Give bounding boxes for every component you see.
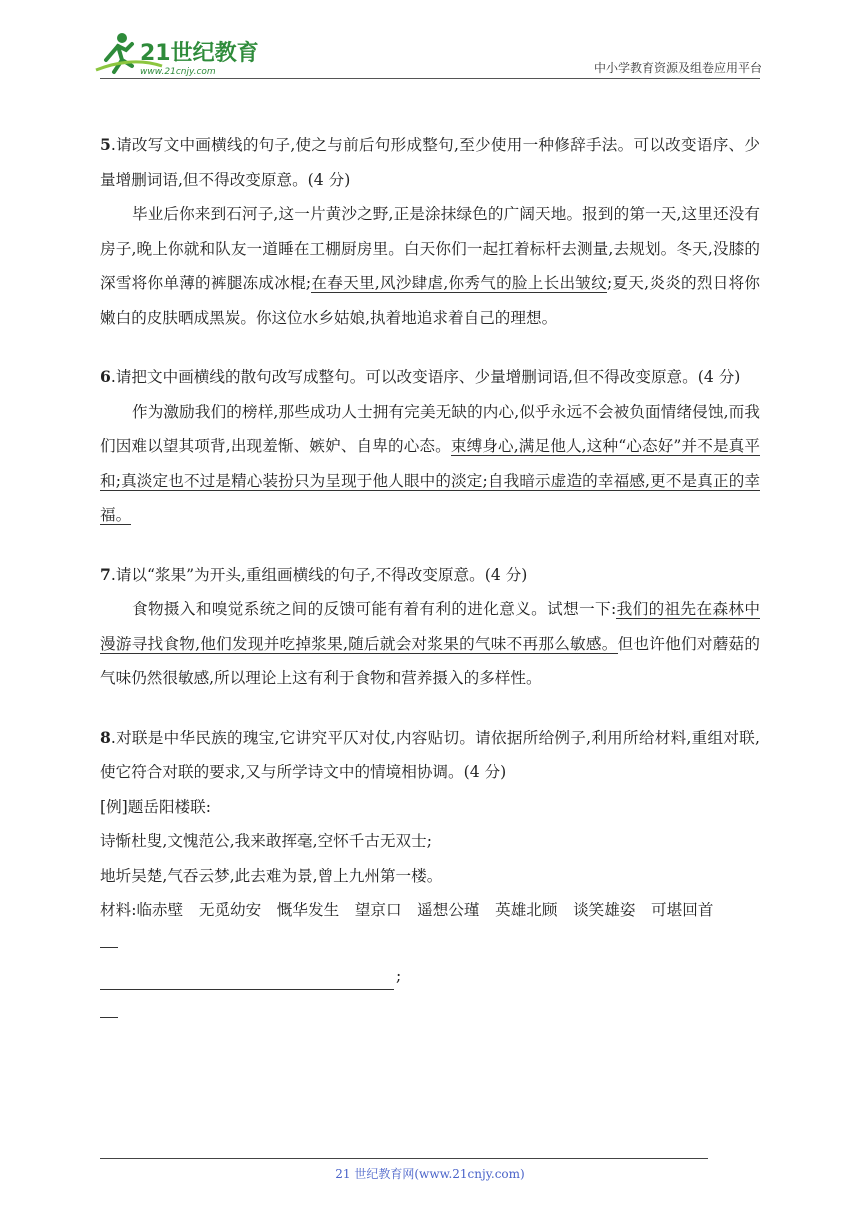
brand-logo	[92, 30, 262, 78]
underlined-sentence: 束缚身心,满足他人,这种“心态好”并不是真平和;真淡定也不过是精心装扮只为呈现于他人眼中的淡定;自我暗示虚造的幸福感,更不是真正的幸福。	[100, 437, 760, 524]
underlined-sentence: 在春天里,风沙肆虐,你秀气的脸上长出皱纹	[311, 274, 607, 292]
question-7-prompt: 7.请以“浆果”为开头,重组画横线的句子,不得改变原意。(4 分)	[100, 564, 528, 584]
answer-blank-3[interactable]	[100, 998, 760, 1033]
example-title: [例]题岳阳楼联:	[100, 797, 211, 816]
materials-list: 材料:临赤壁 无觅幼安 慨华发生 望京口 遥想公瑾 英雄北顾 谈笑雄姿 可堪回首	[100, 901, 714, 919]
answer-blank-2[interactable]	[100, 963, 760, 998]
couplet-line-2: 地圻吴楚,气吞云梦,此去难为景,曾上九州第一楼。	[100, 866, 443, 885]
header-divider	[100, 78, 760, 79]
svg-text:21世纪教育: 21世纪教育	[140, 41, 259, 66]
underlined-sentence: 我们的祖先在森林中漫游寻找食物,他们发现并吃掉浆果,随后就会对浆果的气味不再那么敏感。	[100, 600, 760, 653]
question-number: 6	[100, 367, 111, 386]
question-content	[100, 128, 760, 1033]
question-8-prompt: 8.对联是中华民族的瑰宝,它讲究平仄对仗,内容贴切。请依据所给例子,利用所给材料,重组对联,使它符合对联的要求,又与所学诗文中的情境相协调。(4 分)	[100, 727, 760, 781]
question-6-prompt: 6.请把文中画横线的散句改写成整句。可以改变语序、少量增删词语,但不得改变原意。(4 分)	[100, 367, 741, 386]
page-header	[0, 0, 860, 90]
question-number: 8	[100, 727, 111, 747]
question-6-passage: 作为激励我们的榜样,那些成功人士拥有完美无缺的内心,似乎永远不会被负面情绪侵蚀,而我们因难以望其项背,出现羞惭、嫉妒、自卑的心态。束缚身心,满足他人,这种“心态好”并不是真平和;真淡定也不过是精心装扮只为呈现于他人眼中的淡定;自我暗示虚造的幸福感,更不是真正的幸福。	[100, 402, 760, 524]
question-5-prompt: 5.请改写文中画横线的句子,使之与前后句形成整句,至少使用一种修辞手法。可以改变语序、少量增删词语,但不得改变原意。(4 分)	[100, 135, 760, 189]
question-number: 5	[100, 135, 111, 154]
svg-text:www.21cnjy.com: www.21cnjy.com	[140, 67, 216, 77]
couplet-line-1: 诗惭杜叟,文愧范公,我来敢挥毫,空怀千古无双士;	[100, 832, 432, 850]
question-7-passage: 食物摄入和嗅觉系统之间的反馈可能有着有利的进化意义。试想一下:我们的祖先在森林中漫游寻找食物,他们发现并吃掉浆果,随后就会对浆果的气味不再那么敏感。但也许他们对蘑菇的气味仍然很敏感,所以理论上这有利于食物和营养摄入的多样性。	[100, 600, 760, 687]
footer-source: 21 世纪教育网(www.21cnjy.com)	[335, 1167, 525, 1181]
semicolon: ;	[396, 966, 402, 985]
answer-blank-1[interactable]	[100, 928, 760, 963]
question-5-passage: 毕业后你来到石河子,这一片黄沙之野,正是涂抹绿色的广阔天地。报到的第一天,这里还没有房子,晚上你就和队友一道睡在工棚厨房里。白天你们一起扛着标杆去测量,去规划。冬天,没膝的深雪将你单薄的裤腿冻成冰棍;在春天里,风沙肆虐,你秀气的脸上长出皱纹;夏天,炎炎的烈日将你嫩白的皮肤晒成黑炭。你这位水乡姑娘,执着地追求着自己的理想。	[100, 205, 760, 327]
footer-divider	[100, 1158, 708, 1159]
question-number: 7	[100, 564, 111, 584]
platform-name: 中小学教育资源及组卷应用平台	[593, 61, 762, 75]
